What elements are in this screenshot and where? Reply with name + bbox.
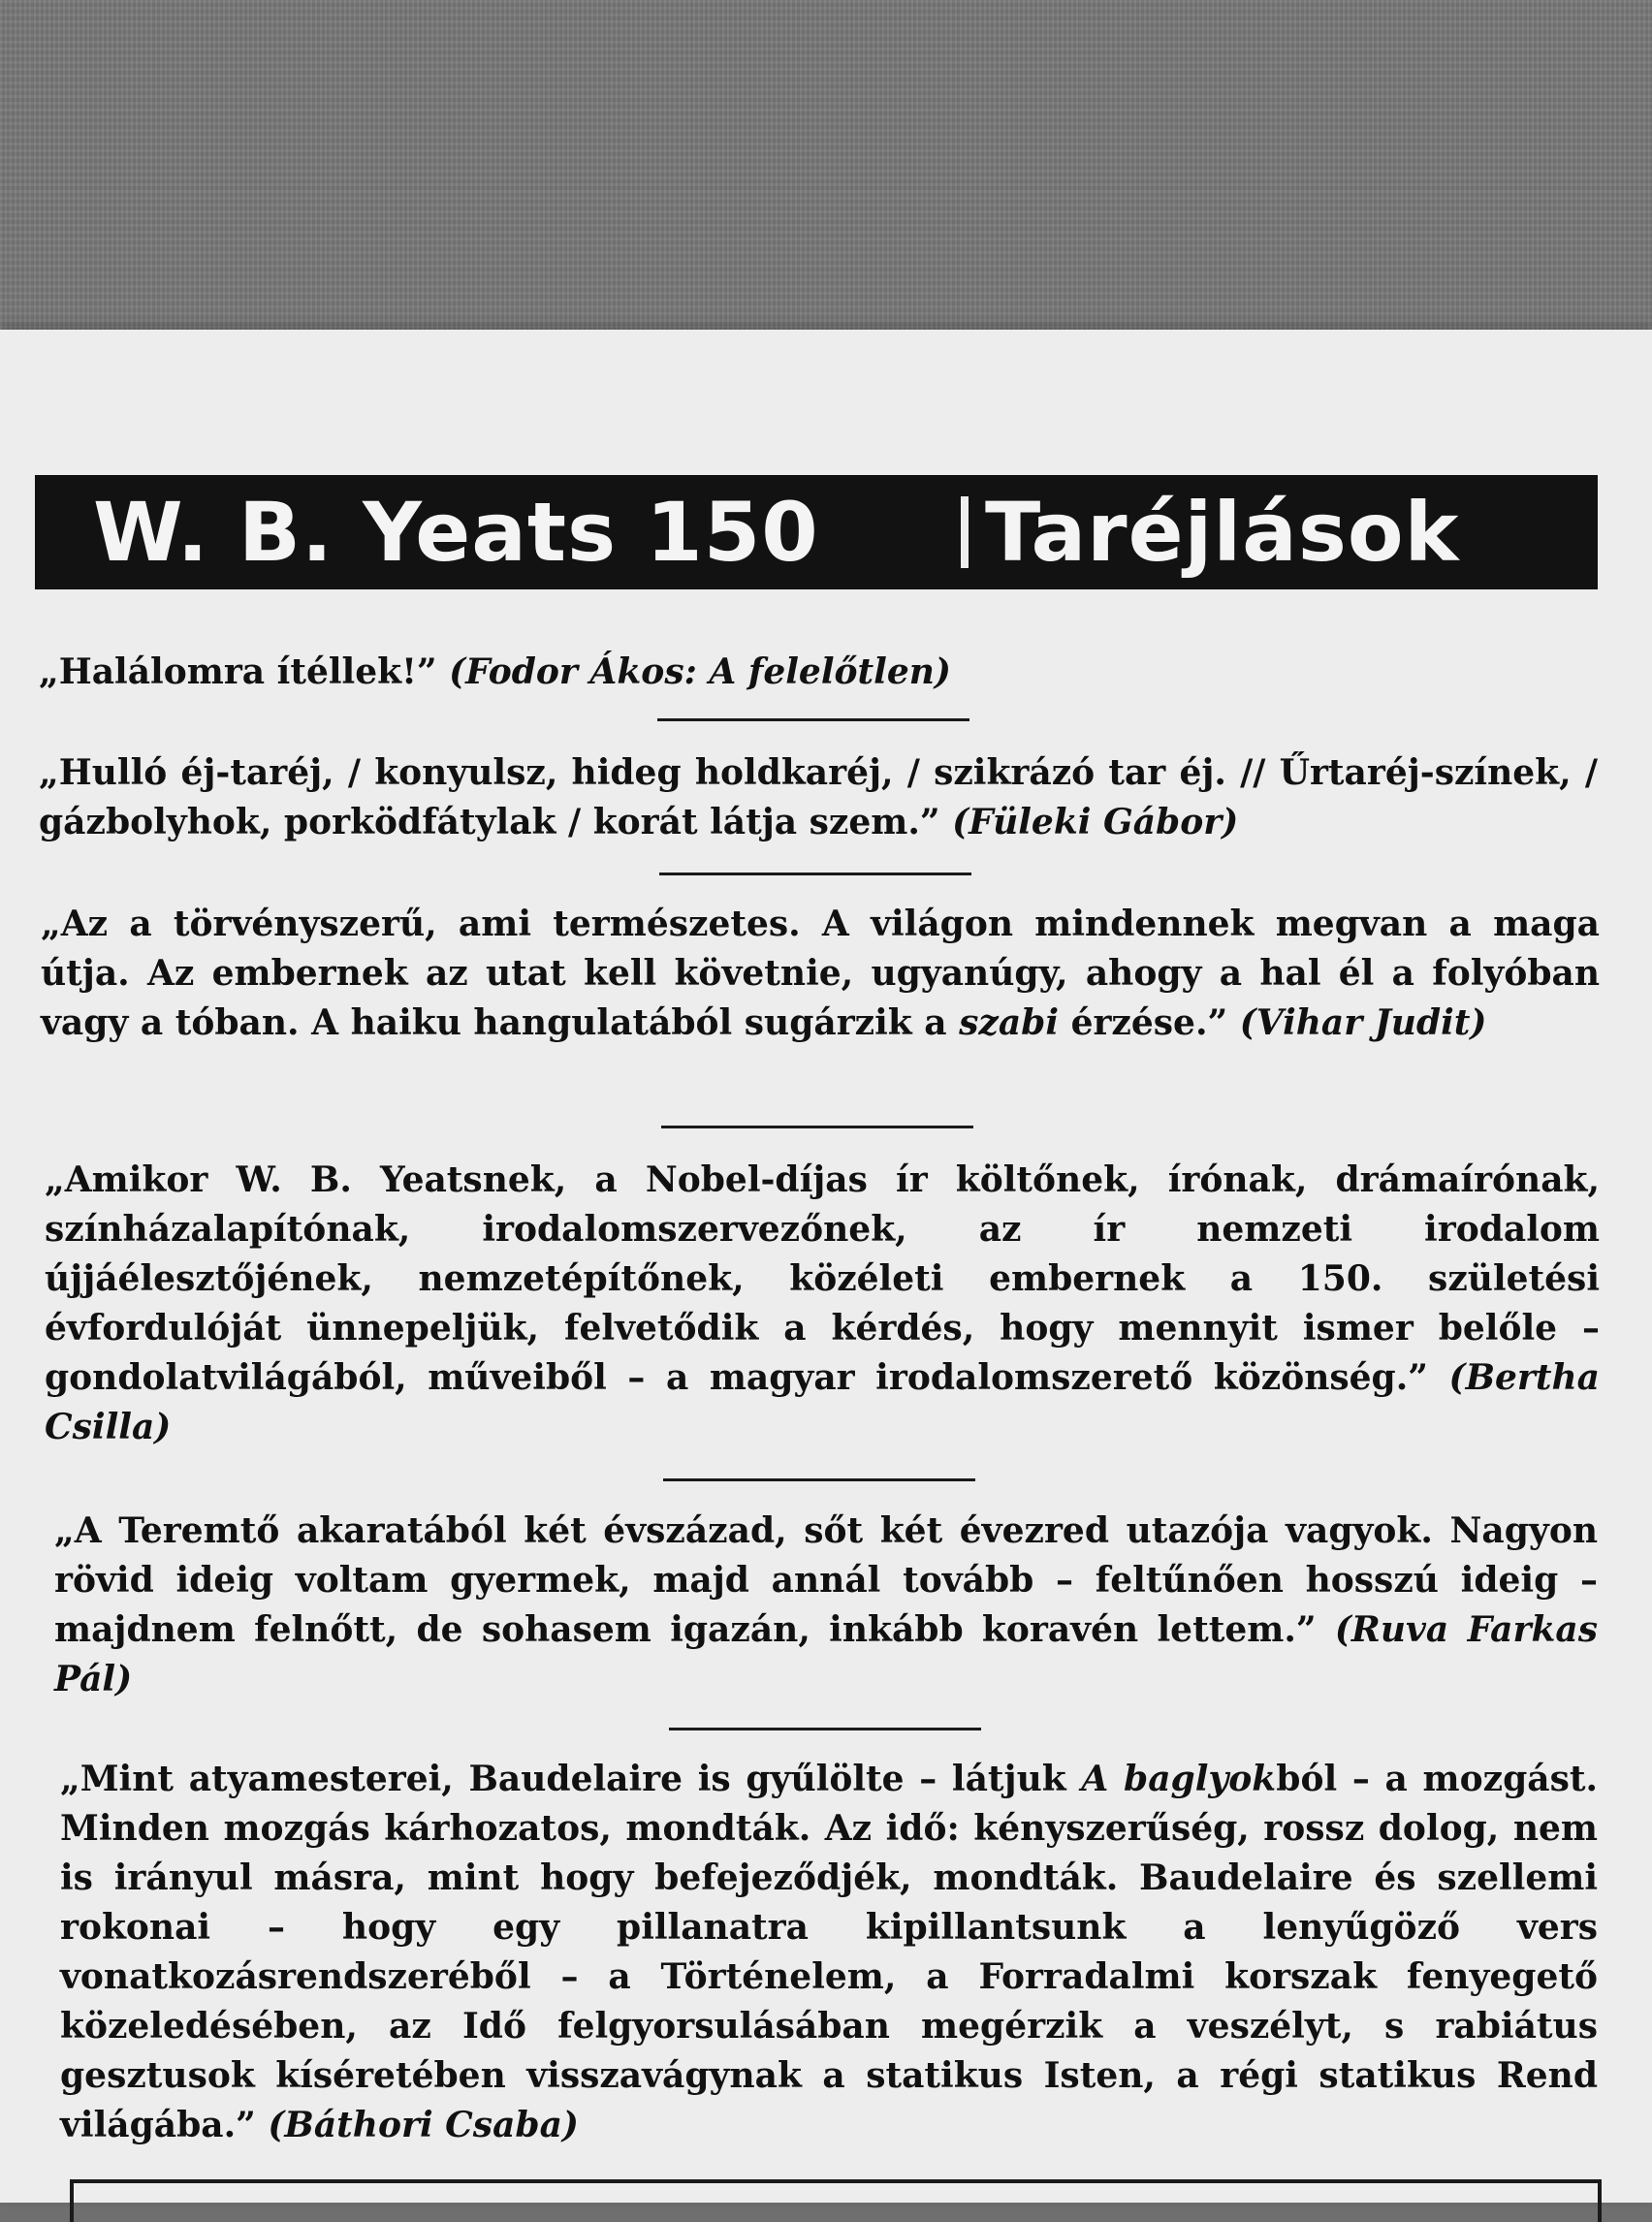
quote-text: „Amikor W. B. Yeatsnek, a Nobel-díjas ír költőnek, írónak, drámaírónak, színházalapítónak, irodalomszervezőnek, az ír nemzeti irodalom újjáélesztőjének, nemzetépítőnek, közéleti embernek a 150. születési évfordulóját ünnepeljük, felvetődik a kérdés, hogy mennyit ismer belőle – gondolatvilágából, műveiből – a magyar irodalomszerető közönség.” bbox=[45, 1159, 1600, 1398]
quote-text: „Az a törvényszerű, ami természetes. A világon mindennek megvan a maga útja. Az embernek az utat kell követnie, ugyanúgy, ahogy a hal él a folyóban vagy a tóban. A haiku hangulatából sugárzik a bbox=[41, 904, 1600, 1043]
quote-text: „A Teremtő akaratából két évszázad, sőt két évezred utazója vagyok. Nagyon rövid ideig voltam gyermek, majd annál tovább – feltűnően hosszú ideig – majdnem felnőtt, de sohasem igazán, inkább koravén lettem.” bbox=[54, 1510, 1598, 1650]
quote-citation: (Fodor Ákos: A felelőtlen) bbox=[449, 651, 951, 692]
title-left: W. B. Yeats 150 bbox=[93, 485, 819, 580]
title-banner bbox=[35, 475, 1598, 589]
separator-rule bbox=[657, 718, 969, 721]
separator-rule bbox=[659, 873, 971, 875]
next-section-box bbox=[70, 2179, 1602, 2222]
separator-rule bbox=[669, 1728, 981, 1730]
quote-text: „Halálomra ítéllek!” bbox=[39, 651, 450, 692]
quote-5 bbox=[54, 1507, 1598, 1704]
quote-text-continued: ból – a mozgást. Minden mozgás kárhozatos, mondták. Az idő: kényszerűség, rossz dolog, nem is irányul másra, mint hogy befejeződjék, mondták. Baudelaire és szellemi rokonai – hogy egy pillanatra kipillantsunk a lenyűgöző vers vonatkozásrendszeréből – a Történelem, a Forradalmi korszak fenyegető közeledésében, az Idő felgyorsulásában megérzik a veszélyt, s rabiátus gesztusok kíséretében visszavágynak a statikus Isten, a régi statikus Rend világába.” bbox=[60, 1759, 1599, 2145]
quote-citation: (Bertha Csilla) bbox=[45, 1357, 1600, 1447]
quote-text: „Mint atyamesterei, Baudelaire is gyűlölte – látjuk bbox=[60, 1759, 1082, 1799]
quote-text: „Hulló éj-taréj, / konyulsz, hideg holdkaréj, / szikrázó tar éj. // Űrtaréj-színek, / gázbolyhok, porködfátylak / korát látja szem.” bbox=[39, 752, 1598, 842]
quote-citation: (Vihar Judit) bbox=[1239, 1002, 1487, 1043]
quote-2 bbox=[39, 748, 1598, 847]
quote-6 bbox=[60, 1755, 1598, 2150]
quote-italic: A baglyok bbox=[1081, 1759, 1277, 1799]
quote-citation: (Báthori Csaba) bbox=[268, 2105, 579, 2145]
quote-1 bbox=[39, 648, 1590, 697]
quote-citation: (Füleki Gábor) bbox=[952, 802, 1239, 842]
quote-3 bbox=[41, 900, 1600, 1048]
title-divider bbox=[961, 496, 969, 568]
quote-citation: (Ruva Farkas Pál) bbox=[54, 1609, 1598, 1699]
separator-rule bbox=[663, 1478, 975, 1481]
background-surface bbox=[0, 0, 1652, 349]
separator-rule bbox=[661, 1126, 973, 1128]
quote-4 bbox=[45, 1156, 1600, 1452]
quote-text-continued: érzése.” bbox=[1059, 1002, 1240, 1043]
quote-italic: szabi bbox=[959, 1002, 1060, 1043]
title-right: Taréjlások bbox=[985, 485, 1460, 580]
